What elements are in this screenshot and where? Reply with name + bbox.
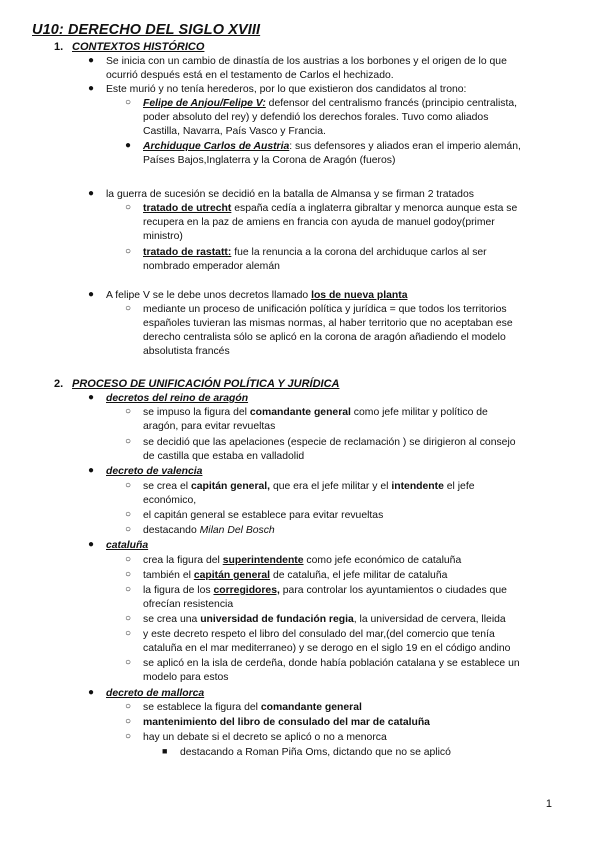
text-line (143, 613, 506, 627)
section-title: CONTEXTOS HISTÓRICO (72, 41, 205, 53)
text-line: absolutista francés (143, 346, 230, 357)
bullet-circle: ○ (125, 731, 132, 742)
text-line (143, 584, 507, 598)
text-line: el capitán general se establece para evitar revueltas (143, 510, 384, 521)
bullet-dot: ● (125, 140, 132, 151)
text-run: se impuso la figura del (143, 407, 250, 418)
text-line (143, 140, 521, 154)
aragon-heading: decretos del reino de aragón (106, 393, 249, 404)
text-line: se aplicó en la isla de cerdeña, donde había población catalana y se establece un (143, 658, 520, 669)
text-line: destacando a Roman Piña Oms, dictando que no se aplicó (180, 747, 451, 758)
nueva-planta: los de nueva planta (311, 290, 408, 301)
section-title: PROCESO DE UNIFICACIÓN POLÍTICA Y JURÍDICA (72, 378, 340, 390)
capitan-general: capitán general, (190, 481, 271, 492)
text-run: que era el jefe militar y el (270, 481, 392, 492)
bullet-circle: ○ (125, 246, 132, 257)
bullet-circle: ○ (125, 569, 132, 580)
section-heading-1 (54, 41, 204, 53)
text-line: ministro) (143, 231, 183, 242)
text-line (143, 524, 275, 538)
universidad-regia: universidad de fundación regia (200, 614, 354, 625)
text-run: se establece la figura del (143, 702, 261, 713)
bullet-dot: ● (88, 392, 95, 403)
text-line (143, 202, 517, 216)
bullet-circle: ○ (125, 554, 132, 565)
bullet-dot: ● (88, 687, 95, 698)
felipe-name: Felipe de Anjou/Felipe V: (143, 98, 266, 109)
text-line: poder absoluto del rey) y defendió los derechos forales. Tuvo como aliados (143, 112, 489, 123)
bullet-square: ■ (162, 746, 168, 756)
milan-del-bosch: Milan Del Bosch (199, 525, 275, 536)
text-line: mediante un proceso de unificación política y jurídica = que todos los territorios (143, 304, 507, 315)
mallorca-heading: decreto de mallorca (106, 688, 205, 699)
text-line: derecho centralista sólo se aplicó en la corona de aragón añadiendo el modelo (143, 332, 506, 343)
bullet-circle: ○ (125, 628, 132, 639)
bullet-circle: ○ (125, 480, 132, 491)
bullet-circle: ○ (125, 701, 132, 712)
text-line: recupera en la paz de amiens en francia con ayuda de manuel godoy(primer (143, 217, 495, 228)
bullet-circle: ○ (125, 436, 132, 447)
text-line (143, 480, 475, 494)
text-line: mantenimiento del libro de consulado del mar de cataluña (143, 717, 430, 728)
text-line: ofrecían resistencia (143, 599, 234, 610)
page-number: 1 (545, 798, 552, 810)
text-line: aragón, para evitar revueltas (143, 421, 276, 432)
bullet-circle: ○ (125, 524, 132, 535)
text-line (106, 289, 408, 303)
bullet-dot: ● (88, 539, 95, 550)
text-run: también el (143, 570, 194, 581)
text-line: nombrado emperador alemán (143, 261, 280, 272)
text-line (143, 701, 362, 715)
text-line: modelo para estos (143, 672, 229, 683)
text-line: la guerra de sucesión se decidió en la batalla de Almansa y se firman 2 tratados (106, 189, 474, 200)
text-line: de castilla que estaba en valladolid (143, 451, 305, 462)
felipe-desc: defensor del centralismo francés (principio centralista, (265, 98, 518, 109)
bullet-circle: ○ (125, 716, 132, 727)
utrecht-desc: españa cedía a inglaterra gibraltar y menorca aunque esta se (231, 203, 518, 214)
bullet-circle: ○ (125, 509, 132, 520)
bullet-circle: ○ (125, 303, 132, 314)
text-line: económico, (143, 495, 197, 506)
text-run: el jefe (443, 481, 475, 492)
cataluna-heading: cataluña (106, 540, 149, 551)
valencia-heading: decreto de valencia (106, 466, 203, 477)
bullet-circle: ○ (125, 657, 132, 668)
text-line: se decidió que las apelaciones (especie de reclamación ) se dirigieron al consejo (143, 437, 516, 448)
utrecht-name: tratado de utrecht (143, 203, 232, 214)
bullet-dot: ● (88, 289, 95, 300)
text-line (143, 246, 487, 260)
text-run: se crea el (143, 481, 191, 492)
document-title: U10: DERECHO DEL SIGLO XVIII (32, 22, 261, 38)
rastatt-name: tratado de rastatt: (143, 247, 232, 258)
section-number: 1. (54, 41, 64, 53)
bullet-dot: ● (88, 188, 95, 199)
text-line: Castilla, Navarra, País Vasco y Francia. (143, 126, 326, 137)
text-run: , la universidad de cervera, lleida (353, 614, 506, 625)
capitan-general: capitán general (193, 570, 271, 581)
intendente: intendente (391, 481, 444, 492)
text-run: la figura de los (143, 585, 214, 596)
bullet-circle: ○ (125, 406, 132, 417)
corregidores: corregidores, (213, 585, 280, 596)
text-run: crea la figura del (143, 555, 223, 566)
text-line (143, 406, 488, 420)
bullet-circle: ○ (125, 97, 132, 108)
text-line: cataluña en el mar mediterraneo) y se derogo en el siglo 19 en el código andino (143, 643, 511, 654)
comandante-general: comandante general (249, 407, 351, 418)
carlos-name: Archiduque Carlos de Austria (143, 141, 290, 152)
text-line: ocurrió después está en el testamento de Carlos el hechizado. (106, 70, 394, 81)
text-run: como jefe económico de cataluña (303, 555, 462, 566)
felipe-decretos-text: A felipe V se le debe unos decretos llamado (106, 290, 312, 301)
text-line: españoles tuvieran las mismas normas, al haber territorio que no aceptaban ese (143, 318, 513, 329)
text-line: y este decreto respeto el libro del consulado del mar,(del comercio que tenía (143, 629, 495, 640)
section-number: 2. (54, 378, 64, 390)
text-line (143, 554, 461, 568)
rastatt-desc: fue la renuncia a la corona del archiduque carlos al ser (231, 247, 487, 258)
bullet-circle: ○ (125, 613, 132, 624)
text-line (143, 569, 447, 583)
text-run: se crea una (143, 614, 201, 625)
text-line (143, 97, 517, 111)
bullet-dot: ● (88, 83, 95, 94)
text-line: Países Bajos,Inglaterra y la Corona de Aragón (fueros) (143, 155, 396, 166)
bullet-circle: ○ (125, 584, 132, 595)
text-line: Este murió y no tenía herederos, por lo que existieron dos candidatos al trono: (106, 84, 467, 95)
text-line: Se inicia con un cambio de dinastía de los austrias a los borbones y el origen de lo que (106, 56, 507, 67)
text-line: hay un debate si el decreto se aplicó o no a menorca (143, 732, 387, 743)
section-heading-2 (54, 378, 340, 390)
bullet-circle: ○ (125, 202, 132, 213)
text-run: de cataluña, el jefe militar de cataluña (270, 570, 448, 581)
comandante-general: comandante general (260, 702, 362, 713)
text-run: destacando (143, 525, 200, 536)
text-run: como jefe militar y político de (350, 407, 488, 418)
superintendente: superintendente (222, 555, 304, 566)
carlos-desc: : sus defensores y aliados eran el imperio alemán, (289, 141, 521, 152)
text-run: para controlar los ayuntamientos o ciudades que (279, 585, 507, 596)
bullet-dot: ● (88, 465, 95, 476)
bullet-dot: ● (88, 55, 95, 66)
